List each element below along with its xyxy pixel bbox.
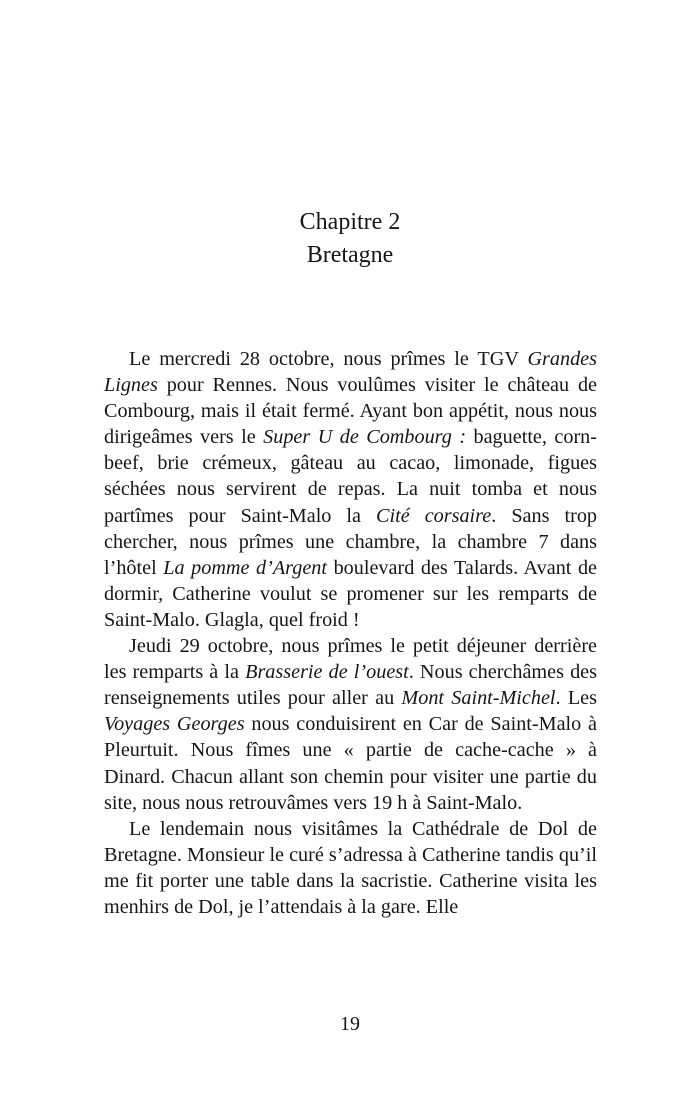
paragraph-2 (104, 633, 597, 816)
text-run: boulevard des Talards. Avant de dormir, Catherine voulut se promener sur les remparts de Saint-Malo. Glagla, quel froid ! (104, 556, 597, 631)
italic-text-run: Mont Saint-Michel (401, 687, 556, 710)
italic-text-run: Voyages Georges (104, 713, 245, 736)
chapter-title: Bretagne (306, 242, 394, 268)
italic-text-run: Cité corsaire (376, 504, 492, 527)
chapter-heading (0, 206, 700, 272)
text-run: Le lendemain nous visitâmes la Cathédrale de Dol de Bretagne. Monsieur le curé s’adressa à Catherine tandis qu’il me fit porter une table dans la sacristie. Catherine visita les menhirs de Dol, je l’attendais à la gare. Elle (104, 817, 597, 918)
italic-text-run: La pomme d’Argent (163, 556, 328, 579)
text-run: Le mercredi 28 octobre, nous prîmes le TGV (129, 348, 528, 370)
page-number: 19 (340, 1013, 360, 1035)
text-run: . Sans trop chercher, nous prîmes une chambre, la chambre 7 dans l’hôtel (104, 504, 598, 579)
text-run: nous conduisirent en Car de Saint-Malo à Pleurtuit. Nous fîmes une « partie de cache-cache » à Dinard. Chacun allant son chemin pour visiter une partie du site, nous nous retrouvâmes vers 19 h à Saint-Malo. (104, 713, 597, 814)
text-run: pour Rennes. Nous voulûmes visiter le château de Combourg, mais il était fermé. Ayant bon appétit, nous nous dirigeâmes vers le (104, 374, 597, 449)
chapter-number: Chapitre 2 (299, 209, 401, 235)
text-run: baguette, corn-beef, brie crémeux, gâteau au cacao, limonade, figues séchées nous servirent de repas. La nuit tomba et nous partîmes pour Saint-Malo la (104, 426, 597, 527)
text-run: . Les (555, 687, 597, 710)
paragraph-3 (104, 816, 597, 920)
text-run: . Nous cherchâmes des renseignements utiles pour aller au (104, 661, 597, 710)
chapter-body (104, 346, 597, 920)
italic-text-run: Grandes Lignes (104, 348, 597, 397)
text-run: Jeudi 29 octobre, nous prîmes le petit déjeuner derrière les remparts à la (104, 635, 597, 684)
paragraph-1 (104, 346, 597, 633)
italic-text-run: Brasserie de l’ouest (245, 661, 409, 684)
italic-text-run: Super U de Combourg : (263, 426, 467, 449)
